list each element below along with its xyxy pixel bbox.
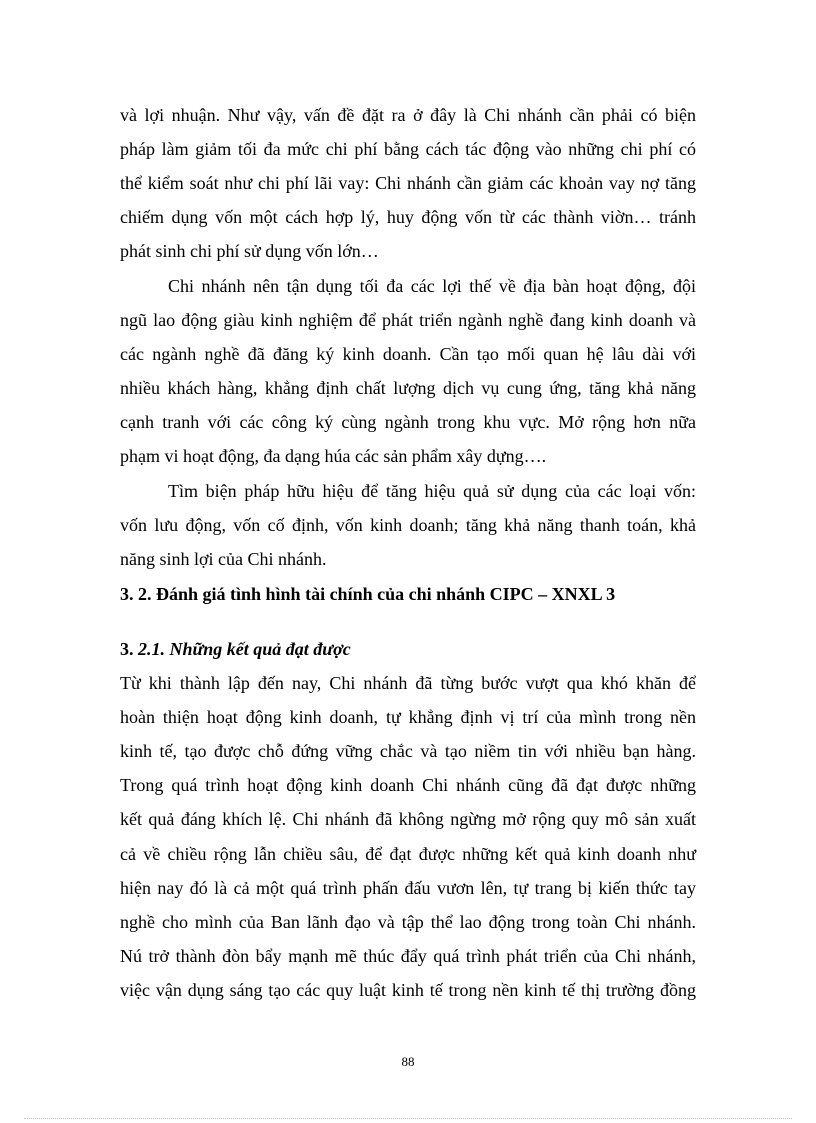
paragraph-1-line: pháp làm giảm tối đa mức chi phí bằng cách tác động vào những chi phí có [120, 139, 696, 159]
paragraph-3-line: vốn lưu động, vốn cố định, vốn kinh doanh; tăng khả năng thanh toán, khả [120, 515, 696, 535]
paragraph-2-line: nhiều khách hàng, khẳng định chất lượng dịch vụ cung ứng, tăng khả năng [120, 378, 696, 398]
paragraph-1-line: chiếm dụng vốn một cách hợp lý, huy động vốn từ các thành viờn… tránh [120, 207, 696, 227]
paragraph-4-line: kinh tế, tạo được chỗ đứng vững chắc và tạo niềm tin với nhiều bạn hàng. [120, 741, 696, 761]
paragraph-1-line: phát sinh chi phí sử dụng vốn lớn… [120, 241, 379, 261]
paragraph-4-line: hoàn thiện hoạt động kinh doanh, tự khẳng định vị trí của mình trong nền [120, 707, 696, 727]
section-heading: 3. 2. Đánh giá tình hình tài chính của chi nhánh CIPC – XNXL 3 [120, 584, 616, 604]
paragraph-2-line: ngũ lao động giàu kinh nghiệm để phát triển ngành nghề đang kinh doanh và [120, 310, 696, 330]
subsection-number-part-a: 3. [120, 639, 138, 659]
paragraph-4-line: Nú trở thành đòn bẩy mạnh mẽ thúc đẩy quá trình phát triển của Chi nhánh, [120, 946, 696, 966]
subsection-number-part-b: 2.1. [138, 639, 170, 659]
paragraph-4-line: nghề cho mình của Ban lãnh đạo và tập thể lao động trong toàn Chi nhánh. [120, 912, 696, 932]
paragraph-2-line: các ngành nghề đã đăng ký kinh doanh. Cần tạo mối quan hệ lâu dài với [120, 344, 696, 364]
paragraph-4-line: hiện nay đó là cả một quá trình phấn đấu vươn lên, tự trang bị kiến thức tay [120, 878, 696, 898]
paragraph-4-line: cả về chiều rộng lẫn chiều sâu, để đạt được những kết quả kinh doanh như [120, 844, 696, 864]
paragraph-4-line: việc vận dụng sáng tạo các quy luật kinh tế trong nền kinh tế thị trường đồng [120, 980, 696, 1000]
paragraph-4-line: kết quả đáng khích lệ. Chi nhánh đã không ngừng mở rộng quy mô sản xuất [120, 809, 696, 829]
page-bottom-border [24, 1118, 792, 1119]
paragraph-4-line: Từ khi thành lập đến nay, Chi nhánh đã từng bước vượt qua khó khăn để [120, 673, 696, 693]
paragraph-2-line: Chi nhánh nên tận dụng tối đa các lợi thế về địa bàn hoạt động, đội [168, 276, 696, 296]
paragraph-2-line: phạm vi hoạt động, đa dạng húa các sản phẩm xây dựng…. [120, 446, 547, 466]
paragraph-2-line: cạnh tranh với các công ký cùng ngành trong khu vực. Mở rộng hơn nữa [120, 412, 696, 432]
paragraph-3-line: năng sinh lợi của Chi nhánh. [120, 549, 327, 569]
paragraph-4-line: Trong quá trình hoạt động kinh doanh Chi nhánh cũng đã đạt được những [120, 775, 696, 795]
paragraph-1-line: thể kiểm soát như chi phí lãi vay: Chi nhánh cần giảm các khoản vay nợ tăng [120, 173, 696, 193]
subsection-title: Những kết quả đạt được [169, 639, 351, 659]
paragraph-1-line: và lợi nhuận. Như vậy, vấn đề đặt ra ở đây là Chi nhánh cần phải có biện [120, 105, 696, 125]
subsection-heading [120, 638, 351, 660]
paragraph-3-line: Tìm biện pháp hữu hiệu để tăng hiệu quả sử dụng của các loại vốn: [168, 481, 696, 501]
page-number: 88 [401, 1054, 415, 1069]
